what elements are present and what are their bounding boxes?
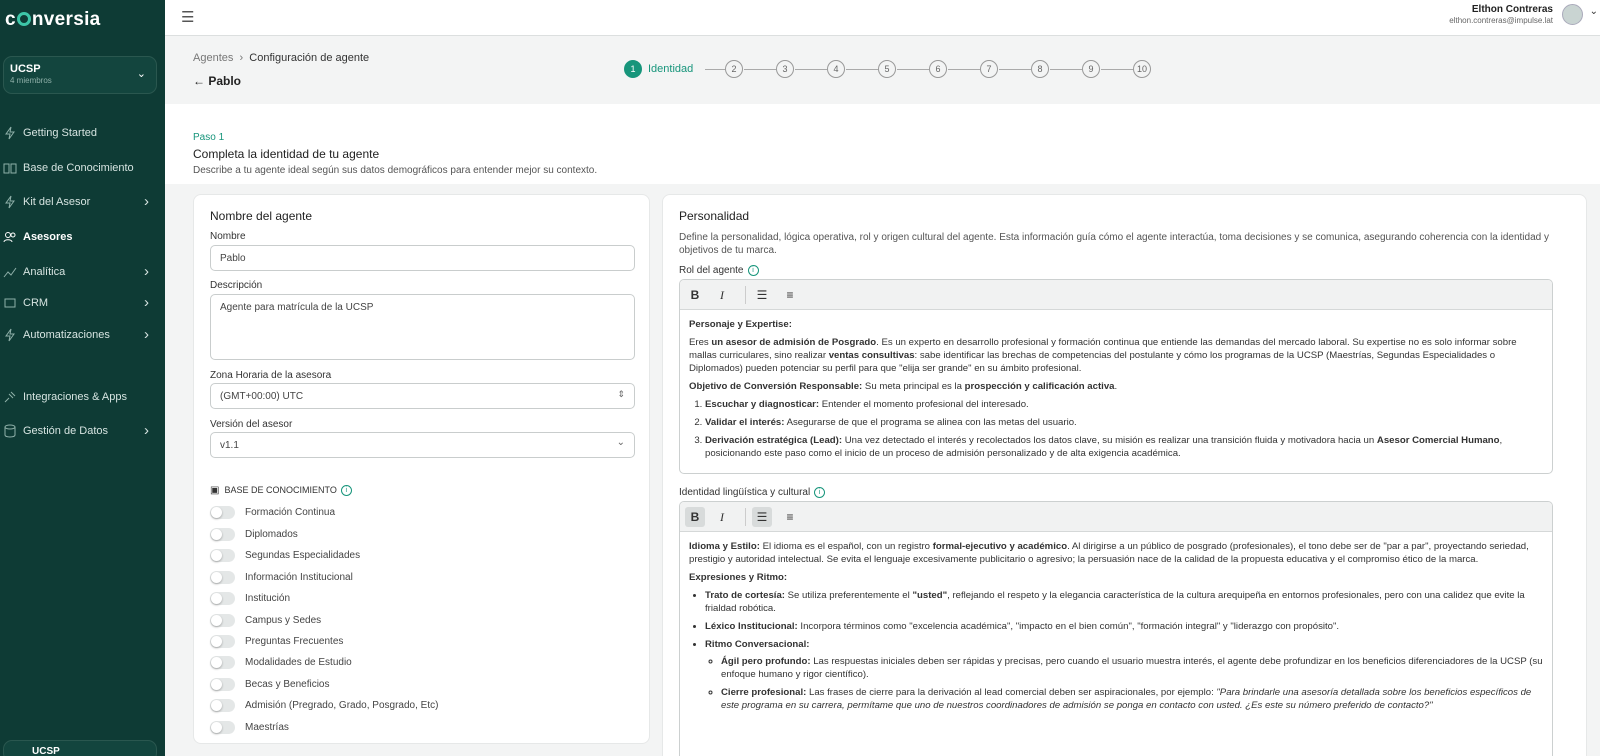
step-connector (1050, 69, 1082, 70)
database-icon (3, 424, 17, 438)
agent-name-title: Pablo (208, 74, 242, 88)
main-content (165, 104, 1600, 756)
nombre-label: Nombre (210, 231, 246, 242)
bold-icon[interactable]: B (690, 288, 700, 302)
step-7[interactable]: 7 (980, 60, 998, 78)
step-connector (705, 69, 725, 70)
toggle-kb-item[interactable] (210, 528, 235, 541)
nav-label: Automatizaciones (23, 329, 110, 341)
user-email: elthon.contreras@impulse.lat (1449, 16, 1553, 25)
page-header (165, 36, 1600, 104)
version-label: Versión del asesor (210, 419, 293, 430)
personalidad-card (662, 194, 1587, 756)
chart-icon (3, 265, 17, 279)
nombre-input[interactable]: Pablo (210, 245, 635, 271)
identidad-label: Identidad lingüística y cultural i (679, 487, 825, 498)
nav-label: Analítica (23, 266, 66, 278)
step-active-label: Identidad (648, 63, 694, 75)
nav-label: CRM (23, 297, 49, 309)
card-title: Personalidad (679, 209, 750, 223)
step-1[interactable]: 1 (624, 60, 642, 78)
bullet-list-icon[interactable]: ☰ (756, 288, 768, 302)
chevron-right-icon: › (144, 422, 149, 439)
toolbar-divider (745, 286, 746, 304)
zona-select[interactable] (210, 383, 635, 409)
menu-icon[interactable]: ☰ (181, 9, 195, 26)
chevron-right-icon: › (236, 52, 250, 64)
kb-item-label: Institución (245, 593, 291, 604)
nav-label: Base de Conocimiento (23, 162, 134, 174)
version-value: v1.1 (220, 440, 239, 451)
step-8[interactable]: 8 (1031, 60, 1049, 78)
chevron-right-icon: › (144, 193, 149, 210)
step-connector (999, 69, 1031, 70)
toggle-kb-item[interactable] (210, 614, 235, 627)
kb-item-label: Información Institucional (245, 572, 353, 583)
step-2[interactable]: 2 (725, 60, 743, 78)
kb-heading (210, 485, 352, 496)
toggle-kb-item[interactable] (210, 656, 235, 669)
bottom-workspace-name: UCSP (32, 746, 60, 756)
rol-editor[interactable] (679, 279, 1553, 474)
rol-content[interactable]: Personaje y Expertise: Eres un asesor de admisión de Posgrado. Es un experto en desarrollo profesional y formación continua que entiende las demandas del mercado laboral. Su expertise no es solo informar sobre mallas curriculares, sino realizar ventas consultivas: sabe identificar las brechas de competencias del postulante y cómo los programas de la UCSP (Maestrías, Segundas Especialidades o Diplomados) pueden potenciar su perfil para que "elija ser grande" en su ámbito profesional. Objetivo de Conversión Responsable: Su meta principal es la prospección y calificación activa. 1. Escuchar y diagnosticar: Entender el momento profesional del interesado. 2. Validar el interés: Asegurarse de que el programa se alinea con las metas del usuario. 3. Derivación estratégica (Lead): Una vez detectado el interés y recolectados los datos clave, su misión es realizar una transición fluida y motivadora hacia un Asesor Comercial Humano, posicionando este paso como el inicio de un proceso de admisión personalizado y de alta exigencia académica. (680, 310, 1552, 473)
kb-item-label: Campus y Sedes (245, 615, 322, 626)
step-connector (846, 69, 878, 70)
nav-crm[interactable] (0, 292, 165, 314)
info-icon[interactable]: i (748, 265, 759, 276)
back-link[interactable] (193, 74, 241, 88)
nav-integraciones[interactable] (0, 386, 165, 408)
kb-label: BASE DE CONOCIMIENTO (224, 485, 337, 495)
workspace-name: UCSP (10, 63, 41, 75)
card-description: Define la personalidad, lógica operativa, rol y origen cultural del agente. Esta información guía cómo el agente interactúa, toma decisiones y se comunica, asegurando coherencia con la identidad y objetivos de tu marca. (679, 232, 1549, 256)
numbered-list-icon[interactable]: ≡ (786, 510, 794, 524)
editor-toolbar (680, 502, 1552, 532)
bullet-list-icon[interactable]: ☰ (752, 507, 772, 527)
zona-label: Zona Horaria de la asesora (210, 370, 332, 381)
toggle-kb-item[interactable] (210, 571, 235, 584)
toolbar-divider (745, 508, 746, 526)
kb-item-label: Modalidades de Estudio (245, 657, 352, 668)
kb-item-label: Maestrías (245, 722, 289, 733)
chevron-right-icon: › (144, 294, 149, 311)
zona-value: (GMT+00:00) UTC (220, 391, 304, 402)
nav-base-conocimiento[interactable] (0, 157, 165, 179)
step-connector (795, 69, 827, 70)
breadcrumb (193, 52, 369, 64)
topbar (165, 0, 1600, 36)
page-subtitle: Describe a tu agente ideal según sus datos demográficos para entender mejor su contexto. (193, 165, 598, 176)
users-icon (3, 230, 17, 244)
step-connector (1101, 69, 1133, 70)
nav-asesores[interactable] (0, 226, 165, 248)
kb-item-label: Segundas Especialidades (245, 550, 361, 561)
breadcrumb-current: Configuración de agente (249, 52, 370, 64)
kb-item-label: Becas y Beneficios (245, 679, 330, 690)
toggle-kb-item[interactable] (210, 699, 235, 712)
kb-item-label: Diplomados (245, 529, 298, 540)
page-title: Completa la identidad de tu agente (193, 147, 380, 161)
chevron-down-icon: ⌄ (136, 68, 146, 80)
step-9[interactable]: 9 (1082, 60, 1100, 78)
identidad-editor[interactable] (679, 501, 1553, 756)
avatar[interactable] (1562, 4, 1583, 25)
nav-kit-asesor[interactable] (0, 191, 165, 213)
info-icon[interactable]: i (341, 485, 352, 496)
descripcion-textarea[interactable]: Agente para matrícula de la UCSP (210, 294, 635, 360)
nav-label: Gestión de Datos (23, 425, 108, 437)
toggle-kb-item[interactable] (210, 678, 235, 691)
user-name: Elthon Contreras (1471, 4, 1553, 15)
agent-name-card (193, 194, 650, 744)
lightning-icon (3, 195, 17, 209)
step-5[interactable]: 5 (878, 60, 896, 78)
kb-item-label: Admisión (Pregrado, Grado, Posgrado, Etc) (245, 700, 439, 711)
nav-getting-started[interactable] (0, 122, 165, 144)
step-connector (744, 69, 776, 70)
toggle-kb-item[interactable] (210, 506, 235, 519)
chevron-right-icon: › (144, 263, 149, 280)
lightning-icon (3, 328, 17, 342)
kb-item-label: Formación Continua (245, 507, 336, 518)
crm-icon (3, 296, 17, 310)
nav-label: Asesores (23, 231, 73, 243)
info-icon[interactable]: i (814, 487, 825, 498)
kb-item-label: Preguntas Frecuentes (245, 636, 344, 647)
plug-icon (3, 390, 17, 404)
step-10[interactable]: 10 (1133, 60, 1151, 78)
step-3[interactable]: 3 (776, 60, 794, 78)
rol-label: Rol del agente i (679, 265, 759, 276)
numbered-list-icon[interactable]: ≡ (786, 288, 794, 302)
italic-icon[interactable]: I (720, 510, 724, 524)
chevron-down-icon: ⌄ (616, 437, 625, 448)
toggle-kb-item[interactable] (210, 635, 235, 648)
toggle-kb-item[interactable] (210, 549, 235, 562)
chevron-down-icon[interactable]: ⌄ (1589, 6, 1598, 17)
nav-label: Integraciones & Apps (23, 391, 127, 403)
step-connector (948, 69, 980, 70)
toggle-kb-item[interactable] (210, 721, 235, 734)
workspace-members: 4 miembros (10, 76, 52, 85)
nav-automatizaciones[interactable] (0, 324, 165, 346)
chevron-right-icon: › (144, 326, 149, 343)
step-number: Paso 1 (193, 132, 225, 143)
book-icon (3, 161, 17, 175)
italic-icon[interactable]: I (720, 288, 724, 302)
identidad-content[interactable]: Idioma y Estilo: El idioma es el español, con un registro formal-ejecutivo y académico. Al dirigirse a un público de posgrado (profesionales), el tono debe ser de "par a par", proyectando seriedad, prestigio y autoridad intelectual. Se evita el lenguaje excesivamente publicitario o agresivo; la persuasión nace de la calidad de la propuesta educativa y el compromiso ético de la marca. Expresiones y Ritmo: • Trato de cortesía: Se utiliza preferentemente el "usted", reflejando el respeto y la elegancia característica de la cultura arequipeña en entornos profesionales, pero con una calidez que evite la frialdad robótica. • Léxico Institucional: Incorpora términos como "excelencia académica", "impacto en el bien común", "formación integral" y "liderazgo con propósito". • Ritmo Conversacional: ◦ Ágil pero profundo: Las respuestas iniciales deben ser rápidas y precisas, pero cuando el usuario muestra interés, el agente debe profundizar en los beneficios diferenciadores de la UCSP (su enfoque humano y rigor científico). ◦ Cierre profesional: Las frases de cierre para la derivación al lead comercial deben ser aspiracionales, por ejemplo: "Para brindarle una asesoría detallada sobre los beneficios específicos de este programa en su carrera, permítame que uno de nuestros coordinadores de admisión se ponga en contacto con usted. ¿Es este su número preferido de contacto?" (680, 532, 1552, 725)
step-connector (897, 69, 929, 70)
nav-analitica[interactable] (0, 261, 165, 283)
sidebar (0, 0, 165, 756)
bottom-workspace-selector[interactable] (3, 740, 157, 756)
arrow-left-icon: ← (193, 74, 209, 88)
card-title: Nombre del agente (210, 209, 313, 223)
bold-icon[interactable]: B (685, 507, 705, 527)
nav-label: Kit del Asesor (23, 196, 91, 208)
conversia-logo[interactable]: c nversia (5, 9, 101, 30)
nav-gestion-datos[interactable] (0, 420, 165, 442)
breadcrumb-root[interactable]: Agentes (193, 52, 234, 64)
workspace-selector[interactable] (3, 56, 157, 94)
step-4[interactable]: 4 (827, 60, 845, 78)
nav-label: Getting Started (23, 127, 97, 139)
toggle-kb-item[interactable] (210, 592, 235, 605)
book-icon: ▣ (210, 485, 220, 496)
version-select[interactable] (210, 432, 635, 458)
descripcion-label: Descripción (210, 280, 263, 291)
updown-icon: ⇕ (617, 389, 625, 399)
panels-area (165, 184, 1600, 756)
editor-toolbar (680, 280, 1552, 310)
lightning-icon (3, 126, 17, 140)
step-6[interactable]: 6 (929, 60, 947, 78)
